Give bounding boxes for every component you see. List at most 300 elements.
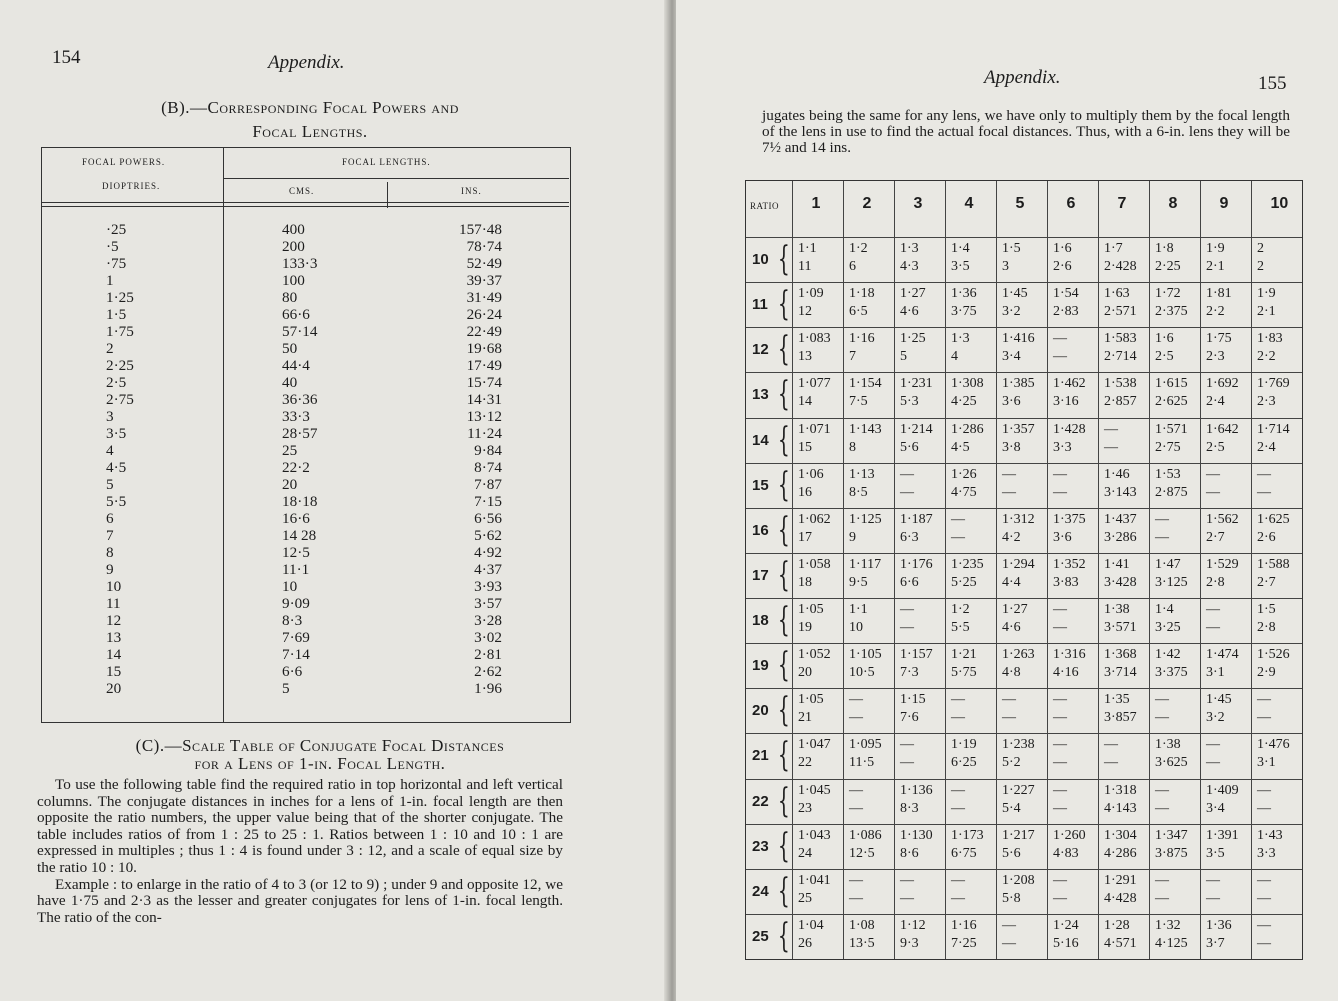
upper-conjugate-cell: 1·416 [1002,331,1035,347]
section-b-title [60,96,560,144]
upper-conjugate-cell: 1·63 [1104,286,1130,302]
dioptries-value: 20 [106,680,122,697]
lower-conjugate-cell: 3·4 [1002,349,1021,365]
upper-conjugate-cell: 1·45 [1206,692,1232,708]
upper-conjugate-cell: 1·2 [951,602,970,617]
upper-conjugate-cell: 1·071 [798,421,831,437]
ins-value: 7·15 [474,493,502,510]
lower-conjugate-cell: 5 [900,349,907,365]
upper-conjugate-cell: 1·9 [1206,241,1225,256]
upper-conjugate-cell: 1·462 [1053,376,1086,392]
dioptries-value: ·75 [106,255,127,272]
lower-conjugate-cell: 26 [798,935,812,951]
upper-conjugate-cell: 1·260 [1053,827,1086,843]
lower-conjugate-cell: — [1104,755,1118,771]
section-b-title-line1: (B).—Corresponding Focal Powers and [161,98,459,117]
cms-value: 8·3 [282,612,303,629]
lower-conjugate-cell: 2 [1257,259,1264,274]
ratio-column-header: 6 [1066,195,1076,212]
cms-value: 20 [282,476,298,493]
lower-conjugate-cell: 15 [798,439,812,455]
upper-conjugate-cell: 1·474 [1206,647,1239,663]
lower-conjugate-cell: 2·5 [1155,349,1174,365]
ins-value: 13·12 [466,408,502,425]
upper-conjugate-cell: 1·4 [951,241,970,256]
upper-conjugate-cell: 1·38 [1104,602,1130,617]
lower-conjugate-cell: 3·125 [1155,574,1188,590]
lower-conjugate-cell: — [849,890,863,906]
cms-value: 100 [282,272,305,289]
upper-conjugate-cell: 1·642 [1206,421,1239,437]
lower-conjugate-cell: 4·16 [1053,665,1079,681]
lower-conjugate-cell: 4·6 [900,304,919,320]
upper-conjugate-cell: 1·5 [1002,241,1021,256]
lower-conjugate-cell: — [951,529,965,545]
lower-conjugate-cell: 5·3 [900,394,919,410]
lower-conjugate-cell: 3·714 [1104,665,1137,681]
brace-glyph: { [777,284,790,325]
upper-conjugate-cell: 1·058 [798,556,831,572]
upper-conjugate-cell: 1·16 [849,331,875,347]
lower-conjugate-cell: — [900,620,914,635]
ratio-column-header: 8 [1168,195,1178,212]
lower-conjugate-cell: 2·4 [1206,394,1225,410]
ratio-row-header: 10 [752,251,769,268]
lower-conjugate-cell: 7·25 [951,935,977,951]
upper-conjugate-cell: 1·062 [798,511,831,527]
dioptries-value: 1·75 [106,323,134,340]
upper-conjugate-cell: 1·437 [1104,511,1137,527]
lower-conjugate-cell: 3·375 [1155,665,1188,681]
table-rule [42,202,569,203]
upper-conjugate-cell: 1·3 [900,241,919,256]
brace-glyph: { [777,239,790,279]
upper-conjugate-cell: — [1053,466,1067,482]
ratio-column-header: 5 [1015,195,1025,212]
lower-conjugate-cell: — [1053,484,1067,500]
column-divider [1200,181,1201,959]
ins-value: 78·74 [466,238,502,255]
upper-conjugate-cell: 1·291 [1104,872,1137,888]
row-divider [746,914,1302,915]
lower-conjugate-cell: 9·5 [849,574,868,590]
lower-conjugate-cell: 4·25 [951,394,977,410]
lower-conjugate-cell: 3·7 [1206,935,1225,951]
upper-conjugate-cell: 1·529 [1206,556,1239,572]
ins-value: 9·84 [474,442,502,459]
upper-conjugate-cell: 1·077 [798,376,831,392]
lower-conjugate-cell: 25 [798,890,812,906]
lower-conjugate-cell: 4·2 [1002,529,1021,545]
upper-conjugate-cell: — [1053,872,1067,888]
dioptries-value: ·25 [106,221,127,238]
upper-conjugate-cell: 1·041 [798,872,831,888]
table-rule [42,206,569,207]
lower-conjugate-cell: 3·286 [1104,529,1137,545]
upper-conjugate-cell: — [951,782,965,798]
lower-conjugate-cell: 4·4 [1002,574,1021,590]
ratio-row-header: 24 [752,882,769,900]
lower-conjugate-cell: 23 [798,800,812,816]
lower-conjugate-cell: 2·428 [1104,259,1137,274]
lower-conjugate-cell: 3·83 [1053,574,1079,590]
lower-conjugate-cell: 12·5 [849,845,875,861]
ins-value: 7·87 [474,476,502,493]
brace-glyph: { [777,825,790,866]
ins-value: 22·49 [466,323,502,340]
upper-conjugate-cell: 1·316 [1053,647,1086,663]
upper-conjugate-cell: 1·130 [900,827,933,843]
lower-conjugate-cell: 6·5 [849,304,868,320]
dioptries-value: 12 [106,612,122,629]
dioptries-value: 2·25 [106,357,134,374]
lower-conjugate-cell: 4·5 [951,439,970,455]
upper-conjugate-cell: 1·05 [798,692,824,708]
header-focal-powers: FOCAL POWERS. [82,157,166,167]
lower-conjugate-cell: 3·5 [951,259,970,274]
lower-conjugate-cell: 2·375 [1155,304,1188,320]
upper-conjugate-cell: 1·32 [1155,917,1181,933]
lower-conjugate-cell: 12 [798,304,812,320]
lower-conjugate-cell: 3·1 [1257,755,1276,771]
lower-conjugate-cell: — [1206,620,1220,635]
upper-conjugate-cell: 1·25 [900,331,926,347]
upper-conjugate-cell: 1·047 [798,737,831,753]
upper-conjugate-cell: 1·227 [1002,782,1035,798]
upper-conjugate-cell: 1·625 [1257,511,1290,527]
section-c-body [37,777,563,926]
ins-value: 39·37 [466,272,502,289]
cms-value: 66·6 [282,306,310,323]
upper-conjugate-cell: 1·308 [951,376,984,392]
ins-value: 3·57 [474,595,502,612]
section-b-title-line2: Focal Lengths. [252,122,368,141]
lower-conjugate-cell: 4·75 [951,484,977,500]
ins-value: 3·28 [474,612,502,629]
lower-conjugate-cell: 6·75 [951,845,977,861]
lower-conjugate-cell: 2·3 [1206,349,1225,365]
brace-glyph: { [777,374,790,415]
upper-conjugate-cell: 1·562 [1206,511,1239,527]
dioptries-value: 15 [106,663,122,680]
upper-conjugate-cell: 1·15 [900,692,926,708]
focal-powers-table [41,147,571,723]
upper-conjugate-cell: 1·21 [951,647,977,663]
lower-conjugate-cell: 3·571 [1104,620,1137,635]
ins-value: 17·49 [466,357,502,374]
column-divider [1251,181,1252,959]
column-divider [1098,181,1099,959]
cms-value: 28·57 [282,425,318,442]
lower-conjugate-cell: 4·143 [1104,800,1137,816]
lower-conjugate-cell: 2·25 [1155,259,1181,274]
upper-conjugate-cell: 1·08 [849,917,875,933]
ins-value: 19·68 [466,340,502,357]
upper-conjugate-cell: 1·357 [1002,421,1035,437]
lower-conjugate-cell: 8 [849,439,856,455]
lower-conjugate-cell: 2·571 [1104,304,1137,320]
lower-conjugate-cell: 3·857 [1104,710,1137,726]
paragraph-example: Example : to enlarge in the ratio of 4 to 3 (or 12 to 9) ; under 9 and opposite 12, we have 1·75 and 2·3 as the lesser and greater conjugates for lens of 1-in. focal length. The ratio of the con- [37,875,563,926]
cms-value: 40 [282,374,298,391]
lower-conjugate-cell: 2·7 [1206,529,1225,545]
lower-conjugate-cell: 9 [849,529,856,545]
lower-conjugate-cell: 2·9 [1257,665,1276,681]
lower-conjugate-cell: 3·3 [1053,439,1072,455]
upper-conjugate-cell: — [1053,782,1067,798]
lower-conjugate-cell: 13·5 [849,935,875,951]
header-cms: CMS. [289,186,315,196]
upper-conjugate-cell: 1·769 [1257,376,1290,392]
dioptries-value: 1 [106,272,114,289]
row-divider [746,824,1302,825]
cms-value: 33·3 [282,408,310,425]
lower-conjugate-cell: 5·5 [951,620,970,635]
upper-conjugate-cell: 1·538 [1104,376,1137,392]
lower-conjugate-cell: 3 [1002,259,1009,274]
upper-conjugate-cell: 1·81 [1206,286,1232,302]
lower-conjugate-cell: — [951,710,965,726]
lower-conjugate-cell: 21 [798,710,812,726]
upper-conjugate-cell: 1·36 [1206,917,1232,933]
ins-value: 8·74 [474,459,502,476]
lower-conjugate-cell: 4·83 [1053,845,1079,861]
upper-conjugate-cell: — [849,782,863,798]
lower-conjugate-cell: 3·16 [1053,394,1079,410]
cms-value: 44·4 [282,357,310,374]
lower-conjugate-cell: 6·3 [900,529,919,545]
conjugate-distances-table [745,180,1303,960]
column-divider [945,181,946,959]
page-number-right: 155 [1258,73,1287,94]
header-rule [746,237,1302,238]
ins-value: 3·02 [474,629,502,646]
lower-conjugate-cell: — [1053,755,1067,771]
upper-conjugate-cell: 1·312 [1002,511,1035,527]
ratio-row-header: 23 [752,837,769,855]
lower-conjugate-cell: — [1104,439,1118,455]
upper-conjugate-cell: 1·1 [849,602,868,617]
row-divider [746,553,1302,554]
upper-conjugate-cell: — [1206,602,1220,617]
ins-value: 3·93 [474,578,502,595]
upper-conjugate-cell: 1·7 [1104,241,1123,256]
ins-value: 11·24 [467,425,502,442]
upper-conjugate-cell: — [1155,511,1169,527]
ins-value: 4·92 [474,544,502,561]
upper-conjugate-cell: 1·615 [1155,376,1188,392]
dioptries-value: 9 [106,561,114,578]
lower-conjugate-cell: 13 [798,349,812,365]
brace-glyph: { [777,464,790,505]
paragraph-instructions: To use the following table find the required ratio in top horizontal and left vertical columns. The conjugate distances in inches for a lens of 1-in. focal length are then opposite the ratio numbers, the upper value being that of the shorter conjugate. The table includes ratios of from 1 : 25 to 25 : 1. Ratios between 1 : 10 and 10 : 1 are expressed in multiples ; thus 1 : 4 is found under 3 : 12, and a scale of equal size by the ratio 10 : 10. [37,776,563,876]
upper-conjugate-cell: 2 [1257,241,1264,256]
table-divider [387,182,388,208]
upper-conjugate-cell: 1·692 [1206,376,1239,392]
lower-conjugate-cell: — [1206,484,1220,500]
brace-glyph: { [777,419,790,460]
upper-conjugate-cell: 1·154 [849,376,882,392]
lower-conjugate-cell: 4·6 [1002,620,1021,635]
row-divider [746,688,1302,689]
upper-conjugate-cell: — [1155,872,1169,888]
upper-conjugate-cell: 1·428 [1053,421,1086,437]
upper-conjugate-cell: 1·27 [1002,602,1028,617]
upper-conjugate-cell: 1·143 [849,421,882,437]
upper-conjugate-cell: 1·45 [1002,286,1028,302]
ins-value: 5·62 [474,527,502,544]
ins-column [442,221,502,697]
upper-conjugate-cell: 1·6 [1155,331,1174,347]
upper-conjugate-cell: — [1104,737,1118,753]
lower-conjugate-cell: 3·5 [1206,845,1225,861]
upper-conjugate-cell: — [1155,782,1169,798]
dioptries-value: 2·5 [106,374,127,391]
lower-conjugate-cell: 3·875 [1155,845,1188,861]
row-divider [746,598,1302,599]
row-divider [746,733,1302,734]
lower-conjugate-cell: 4·571 [1104,935,1137,951]
upper-conjugate-cell: 1·53 [1155,466,1181,482]
upper-conjugate-cell: 1·409 [1206,782,1239,798]
upper-conjugate-cell: — [1206,737,1220,753]
brace-glyph: { [777,780,790,821]
lower-conjugate-cell: — [900,484,914,500]
ratio-row-header: 22 [752,792,769,810]
upper-conjugate-cell: 1·05 [798,602,824,617]
lower-conjugate-cell: 22 [798,755,812,771]
upper-conjugate-cell: — [1053,602,1067,617]
upper-conjugate-cell: — [1002,917,1016,933]
lower-conjugate-cell: 16 [798,484,812,500]
cms-value: 6·6 [282,663,303,680]
lower-conjugate-cell: 2·4 [1257,439,1276,455]
dioptries-value: 8 [106,544,114,561]
upper-conjugate-cell: 1·19 [951,737,977,753]
row-divider [746,282,1302,283]
cms-value: 133·3 [282,255,318,272]
lower-conjugate-cell: 4·428 [1104,890,1137,906]
dioptries-value: 6 [106,510,114,527]
lower-conjugate-cell: 10 [849,620,863,635]
dioptries-value: 4 [106,442,114,459]
lower-conjugate-cell: 2·1 [1257,304,1276,320]
cms-value: 18·18 [282,493,318,510]
ratio-row-header: 13 [752,386,769,404]
brace-glyph: { [777,645,790,686]
lower-conjugate-cell: — [1257,800,1271,816]
running-head-right: Appendix. [984,67,1061,88]
upper-conjugate-cell: 1·294 [1002,556,1035,572]
lower-conjugate-cell: 7·5 [849,394,868,410]
lower-conjugate-cell: — [849,800,863,816]
lower-conjugate-cell: — [1257,484,1271,500]
ins-value: 2·81 [474,646,502,663]
cms-value: 36·36 [282,391,318,408]
lower-conjugate-cell: 4 [951,349,958,365]
upper-conjugate-cell: 1·208 [1002,872,1035,888]
upper-conjugate-cell: 1·352 [1053,556,1086,572]
lower-conjugate-cell: 3·6 [1053,529,1072,545]
lower-conjugate-cell: 6·25 [951,755,977,771]
brace-glyph: { [777,915,790,956]
dioptries-value: 5·5 [106,493,127,510]
table-rule [223,178,569,179]
upper-conjugate-cell: 1·157 [900,647,933,663]
upper-conjugate-cell: 1·083 [798,331,831,347]
upper-conjugate-cell: 1·263 [1002,647,1035,663]
column-divider [1047,181,1048,959]
upper-conjugate-cell: 1·36 [951,286,977,302]
lower-conjugate-cell: 3·75 [951,304,977,320]
ins-value: 14·31 [466,391,502,408]
lower-conjugate-cell: — [1002,935,1016,951]
upper-conjugate-cell: 1·72 [1155,286,1181,302]
ratio-header: RATIO [750,201,779,211]
upper-conjugate-cell: 1·235 [951,556,984,572]
lower-conjugate-cell: 2·1 [1206,259,1225,274]
upper-conjugate-cell: 1·095 [849,737,882,753]
header-ins: INS. [461,186,482,196]
lower-conjugate-cell: — [1257,890,1271,906]
upper-conjugate-cell: 1·231 [900,376,933,392]
ins-value: 157·48 [458,221,502,238]
upper-conjugate-cell: 1·6 [1053,241,1072,256]
lower-conjugate-cell: — [900,755,914,771]
upper-conjugate-cell: 1·13 [849,466,875,482]
ratio-column-header: 4 [964,195,974,212]
upper-conjugate-cell: 1·368 [1104,647,1137,663]
row-divider [746,372,1302,373]
ratio-row-header: 15 [752,476,769,494]
upper-conjugate-cell: 1·318 [1104,782,1137,798]
lower-conjugate-cell: 2·625 [1155,394,1188,410]
lower-conjugate-cell: 3·2 [1206,710,1225,726]
ins-value: 31·49 [466,289,502,306]
column-divider [792,181,793,959]
dioptries-value: 7 [106,527,114,544]
brace-glyph: { [777,690,790,731]
row-divider [746,779,1302,780]
upper-conjugate-cell: — [900,872,914,888]
upper-conjugate-cell: 1·583 [1104,331,1137,347]
lower-conjugate-cell: 2·8 [1257,620,1276,635]
upper-conjugate-cell: 1·526 [1257,647,1290,663]
upper-conjugate-cell: — [1104,421,1118,437]
dioptries-value: 3·5 [106,425,127,442]
lower-conjugate-cell: 11·5 [849,755,875,771]
upper-conjugate-cell: 1·136 [900,782,933,798]
cms-value: 12·5 [282,544,310,561]
brace-glyph: { [777,554,790,595]
upper-conjugate-cell: — [1257,782,1271,798]
lower-conjugate-cell: 2·857 [1104,394,1137,410]
ratio-column-header: 7 [1117,195,1127,212]
ratio-row-header: 20 [752,702,769,720]
lower-conjugate-cell: 3·4 [1206,800,1225,816]
dioptries-value: 13 [106,629,122,646]
upper-conjugate-cell: 1·187 [900,511,933,527]
lower-conjugate-cell: 5·4 [1002,800,1021,816]
lower-conjugate-cell: 20 [798,665,812,681]
upper-conjugate-cell: — [1206,466,1220,482]
column-divider [1149,181,1150,959]
upper-conjugate-cell: — [1053,331,1067,347]
lower-conjugate-cell: 5·8 [1002,890,1021,906]
lower-conjugate-cell: — [1053,800,1067,816]
row-divider [746,418,1302,419]
cms-value: 10 [282,578,298,595]
